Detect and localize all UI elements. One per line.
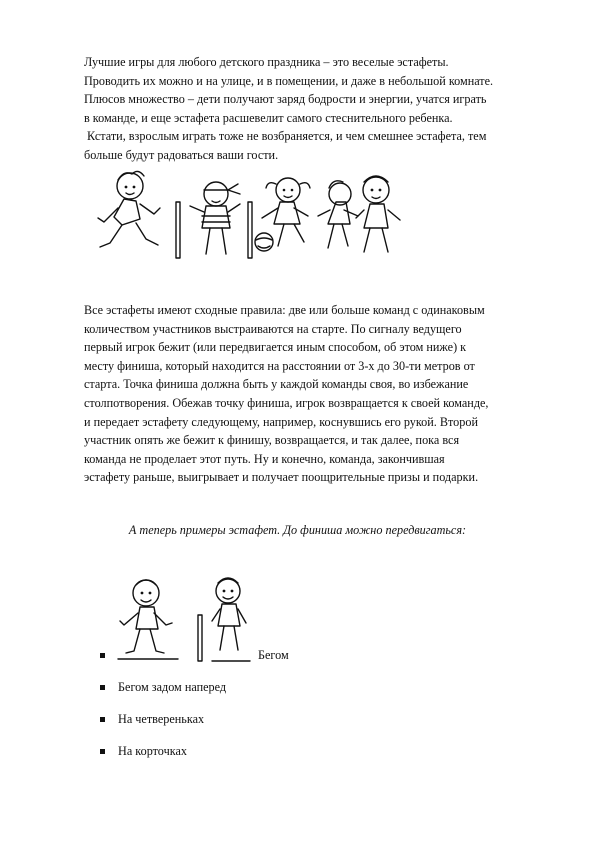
girl-with-ball-figure	[255, 178, 310, 251]
list-item	[100, 744, 187, 759]
text-line: в команде, и еще эстафета расшевелит самого стеснительного ребенка.	[84, 110, 453, 125]
text-line: столпотворения. Обежав точку финиша, игрок возвращается к своей команде,	[84, 395, 489, 410]
rules-paragraph	[84, 301, 524, 487]
finish-pole	[248, 202, 252, 258]
children-relay-illustration	[88, 168, 408, 263]
text-line: месту финиша, который находится на расстоянии от 3-х до 30-ти метров от	[84, 358, 475, 373]
list-item	[100, 712, 204, 727]
bullet-square-icon	[100, 749, 105, 754]
running-boy-figure	[98, 171, 160, 247]
text-line: Лучшие игры для любого детского праздника – это веселые эстафеты.	[84, 55, 449, 69]
two-boys-running-illustration	[116, 575, 252, 663]
text-line: участник опять же бежит к финишу, возвращается, и так далее, пока вся	[84, 433, 460, 448]
text-line: Проводить их можно и на улице, и в помещении, и даже в небольшой комнате.	[84, 73, 494, 88]
text-line: эстафету раньше, выигрывает и получает поощрительные призы и подарки.	[84, 470, 479, 485]
text-line: Плюсов множество – дети получают заряд бодрости и энергии, учатся играть	[84, 92, 487, 107]
list-item-label: На корточках	[118, 744, 187, 758]
list-item	[100, 648, 289, 663]
bullet-square-icon	[100, 685, 105, 690]
text-line: и передает эстафету следующему, например, коснувшись его рукой. Второй	[84, 414, 478, 429]
text-line: Кстати, взрослым играть тоже не возбраняется, и чем смешнее эстафета, тем	[84, 129, 487, 144]
text-line: первый игрок бежит (или передвигается иным способом, об этом ниже) к	[84, 340, 467, 355]
bullet-square-icon	[100, 717, 105, 722]
list-item-label: На четвереньках	[118, 712, 205, 726]
text-line: команда не проделает этот путь. Ну и конечно, команда, закончившая	[84, 451, 445, 466]
text-line: больше будут радоваться ваши гости.	[84, 147, 279, 162]
examples-heading: А теперь примеры эстафет. До финиша можно передвигаться:	[128, 523, 467, 537]
two-children-figure	[318, 176, 400, 252]
text-line: старта. Точка финиша должна быть у каждой команды своя, во избежание	[84, 377, 469, 392]
finish-pole	[176, 202, 180, 258]
blindfolded-girl-figure	[190, 182, 240, 254]
list-item-label: Бегом	[258, 648, 289, 662]
list-item	[100, 680, 226, 695]
finish-pole	[198, 615, 202, 661]
bullet-square-icon	[100, 653, 105, 658]
list-item-label: Бегом задом наперед	[118, 680, 227, 694]
intro-paragraph	[84, 53, 524, 165]
smiling-boy-figure	[212, 578, 250, 661]
text-line: количеством участников выстраиваются на старте. По сигналу ведущего	[84, 321, 462, 336]
text-line: Все эстафеты имеют сходные правила: две или больше команд с одинаковым	[84, 303, 485, 317]
running-boy-figure	[118, 580, 178, 659]
